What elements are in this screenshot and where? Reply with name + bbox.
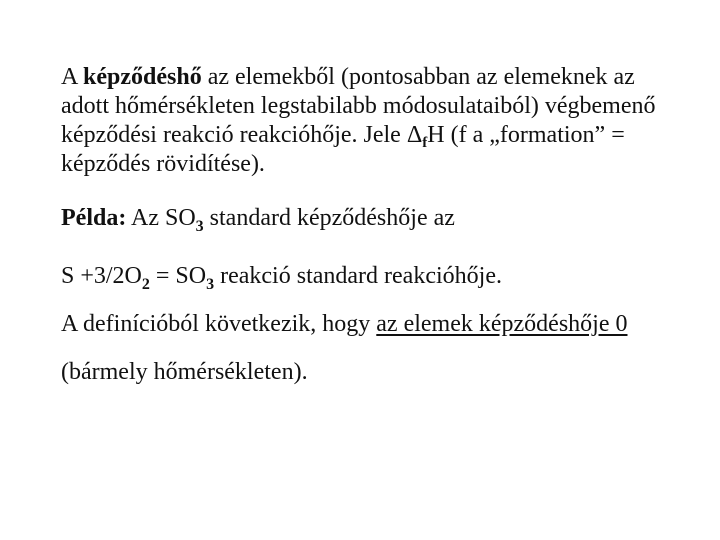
example-text-start: Az SO <box>126 205 196 231</box>
definition-text-start: A <box>61 64 84 90</box>
consequence-text: A definícióból következik, hogy <box>61 311 377 337</box>
definition-text-end: H (f a „formation” = képződés rövidítése). <box>61 122 625 177</box>
example-label: Példa: <box>61 205 127 231</box>
reaction-paragraph <box>61 262 671 291</box>
temperature-note: (bármely hőmérsékleten). <box>61 359 308 385</box>
delta-symbol: Δ <box>406 122 423 148</box>
elements-zero-statement: az elemek képződéshője 0 <box>376 311 628 337</box>
formation-subscript: f <box>422 135 428 151</box>
reaction-left: S +3/2O <box>61 263 142 289</box>
o2-subscript: 2 <box>141 276 150 293</box>
reaction-equals: = SO <box>149 263 207 289</box>
so3-product-subscript: 3 <box>206 276 215 293</box>
reaction-text-end: reakció standard reakcióhője. <box>214 263 502 289</box>
example-text-end: standard képződéshője az <box>203 205 455 231</box>
so3-subscript: 3 <box>195 218 204 235</box>
definition-term: képződéshő <box>83 64 202 90</box>
definition-paragraph <box>61 63 671 179</box>
consequence-paragraph <box>61 310 671 339</box>
slide-content <box>61 63 671 387</box>
definition-text-body: az elemekből (pontosabban az elemeknek az adott hőmérsékleten legstabilabb módosulataiból) végbemenő képződési reakció reakcióhője. Jele <box>61 64 656 148</box>
example-paragraph <box>61 204 671 233</box>
